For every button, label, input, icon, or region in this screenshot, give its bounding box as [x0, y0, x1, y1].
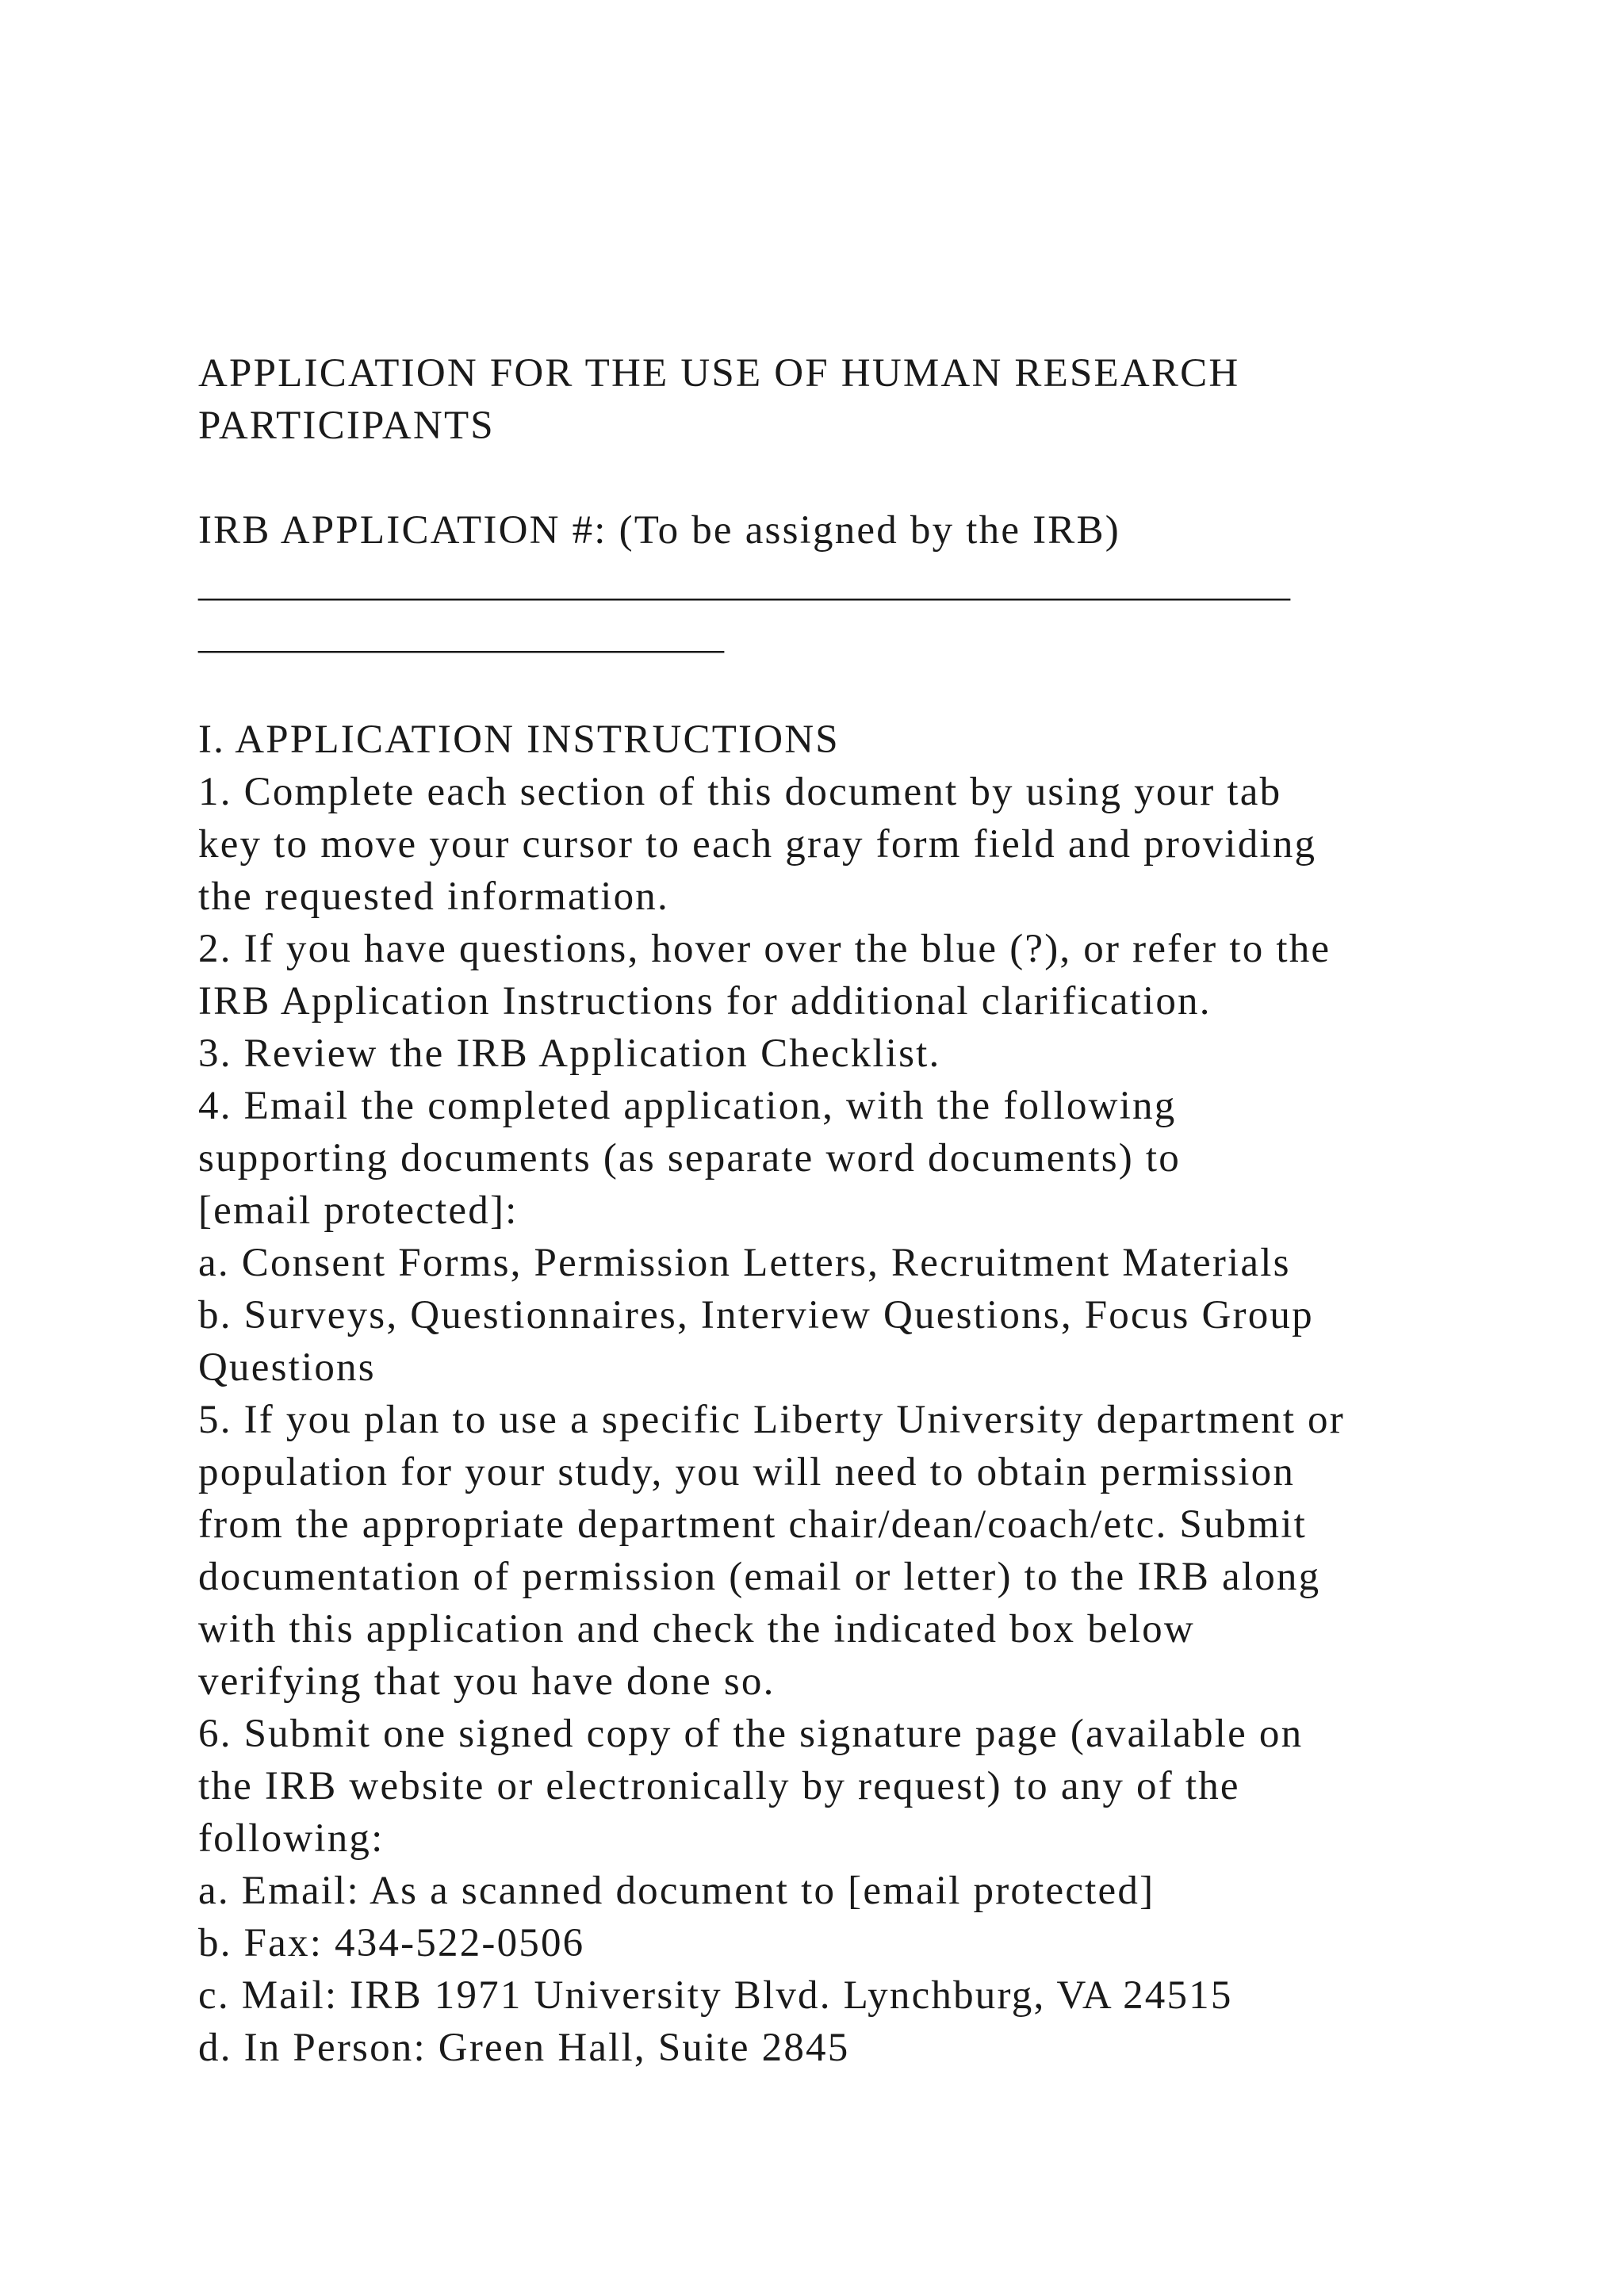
instruction-line: with this application and check the indicated box below: [198, 1607, 1195, 1651]
instruction-line: documentation of permission (email or letter) to the IRB along: [198, 1555, 1321, 1599]
document-body: [198, 347, 1499, 2074]
instruction-line: 3. Review the IRB Application Checklist.: [198, 1031, 941, 1076]
irb-application-number: IRB APPLICATION #: (To be assigned by the IRB): [198, 508, 1120, 553]
instruction-line: 2. If you have questions, hover over the blue (?), or refer to the: [198, 927, 1331, 971]
section-heading: I. APPLICATION INSTRUCTIONS: [198, 718, 840, 762]
instruction-line: the IRB website or electronically by request) to any of the: [198, 1764, 1240, 1808]
instruction-line: b. Fax: 434-522-0506: [198, 1921, 585, 1965]
spacer: [198, 661, 1499, 714]
instruction-line: IRB Application Instructions for additional clarification.: [198, 979, 1212, 1024]
instruction-line: key to move your cursor to each gray form field and providing: [198, 822, 1317, 867]
instruction-line: verifying that you have done so.: [198, 1659, 776, 1704]
instruction-line: from the appropriate department chair/dean/coach/etc. Submit: [198, 1502, 1307, 1547]
instruction-line: Questions: [198, 1345, 376, 1390]
instruction-line: 5. If you plan to use a specific Liberty University department or: [198, 1398, 1345, 1442]
email-address: [email protected]:: [198, 1188, 519, 1233]
application-number-rule-1: ______________________________________________________: [198, 561, 1290, 605]
instruction-line: b. Surveys, Questionnaires, Interview Questions, Focus Group: [198, 1293, 1314, 1337]
instruction-line: c. Mail: IRB 1971 University Blvd. Lynchburg, VA 24515: [198, 1973, 1233, 2018]
instruction-line: 4. Email the completed application, with the following: [198, 1084, 1177, 1128]
instruction-line: following:: [198, 1816, 385, 1861]
application-number-rule-2: __________________________: [198, 613, 724, 657]
instruction-line: a. Email: As a scanned document to [email protected]: [198, 1869, 1155, 1913]
instruction-line: a. Consent Forms, Permission Letters, Recruitment Materials: [198, 1241, 1291, 1285]
instruction-line: population for your study, you will need to obtain permission: [198, 1450, 1296, 1494]
document-title-line-2: PARTICIPANTS: [198, 404, 495, 448]
instruction-line: the requested information.: [198, 874, 669, 919]
instruction-line: 1. Complete each section of this document by using your tab: [198, 770, 1282, 814]
spacer: [198, 452, 1499, 504]
instruction-line: 6. Submit one signed copy of the signature page (available on: [198, 1712, 1304, 1756]
document-title-line-1: APPLICATION FOR THE USE OF HUMAN RESEARCH: [198, 351, 1240, 396]
instruction-line: supporting documents (as separate word documents) to: [198, 1136, 1181, 1181]
instruction-line: d. In Person: Green Hall, Suite 2845: [198, 2026, 850, 2070]
